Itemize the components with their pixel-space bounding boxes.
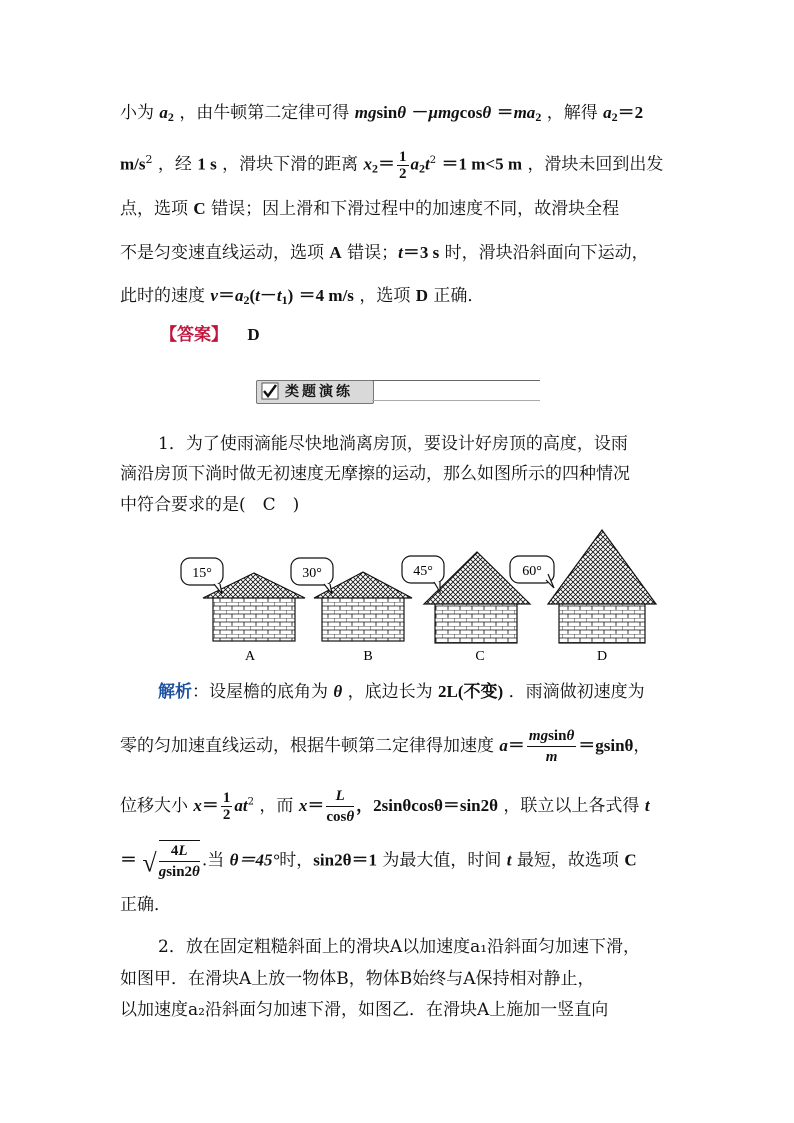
house-a (181, 558, 305, 664)
answer-tag: 【答案】 (160, 325, 228, 345)
banner-rule (372, 380, 540, 381)
question-2-line-3: 以加速度a₂沿斜面匀加速下滑，如图乙．在滑块A上施加一竖直向 (120, 1000, 609, 1020)
analysis-line-5: 正确． (120, 895, 171, 915)
house-d (510, 530, 656, 664)
banner-box (256, 380, 374, 404)
angle-label: 45° (413, 564, 433, 579)
solution-line-4: 不是匀变速直线运动，选项 A 错误；t＝3 s 时，滑块沿斜面向下运动， (120, 243, 649, 263)
analysis-line-4: ＝ √ $\frac{4L}{gsin2\theta}$ .当 θ＝45°时，sin2θ＝1 为最大值，时间 t 最短，故选项 C (120, 840, 680, 882)
answer-line (160, 323, 720, 347)
solution-line-2: $m/s^2$ ，经 1 s ，滑块下滑的距离 x2＝ $\frac{1}{2}$ $a2t^2 =1$ m<5 m ，滑块未回到出发 (120, 148, 664, 182)
house-b (291, 558, 412, 664)
checkmark-icon (261, 382, 279, 400)
solution-line-3: 点，选项 C 错误；因上滑和下滑过程中的加速度不同，故滑块全程 (120, 199, 620, 219)
question-2-line-2: 如图甲．在滑块A上放一物体B，物体B始终与A保持相对静止， (120, 969, 595, 989)
solution-line-1: 小为 a2 ，由牛顿第二定律可得 mgsinθ －μmgcosθ ＝ma2 ，解得 a2＝2 (120, 103, 644, 124)
answer-value: D (247, 325, 260, 344)
question-1-line-3: 中符合要求的是( C ) (120, 495, 300, 515)
question-1-line-1: 1．为了使雨滴能尽快地淌离房顶，要设计好房顶的高度，设雨 (158, 434, 628, 454)
section-banner (256, 380, 540, 404)
banner-label: 类题演练 (285, 384, 353, 400)
option-label: C (475, 649, 485, 664)
question-1-line-2: 滴沿房顶下淌时做无初速度无摩擦的运动，那么如图所示的四种情况 (120, 464, 630, 484)
angle-label: 60° (522, 564, 542, 579)
question-2-line-1: 2．放在固定粗糙斜面上的滑块A以加速度a₁沿斜面匀加速下滑， (158, 937, 641, 957)
analysis-line-2: 零的匀加速直线运动，根据牛顿第二定律得加速度 a＝ $\frac{mgsin\theta}{m}$ ＝gsinθ， (120, 728, 651, 765)
angle-label: 30° (302, 566, 322, 581)
analysis-tag: 解析 (158, 682, 192, 702)
analysis-line-3: 位移大小 x＝ $\frac{1}{2}$ $at^2$ ，而 x＝ $\frac{L}{\cos\theta}$ ，2sinθcosθ＝sin2θ ，联立以上各式得 t (120, 788, 650, 825)
banner-rule (372, 400, 540, 401)
option-label: A (244, 649, 256, 664)
solution-line-5: 此时的速度 v＝a2(t－t1) ＝4 m/s ，选项 D 正确． (120, 286, 485, 307)
roof-angle-figure (178, 522, 664, 667)
option-label: B (363, 649, 373, 664)
option-label: D (596, 649, 608, 664)
analysis-line-1: 解析：设屋檐的底角为 θ ，底边长为 2L(不变) ．雨滴做初速度为 (158, 682, 645, 702)
angle-label: 15° (192, 566, 212, 581)
